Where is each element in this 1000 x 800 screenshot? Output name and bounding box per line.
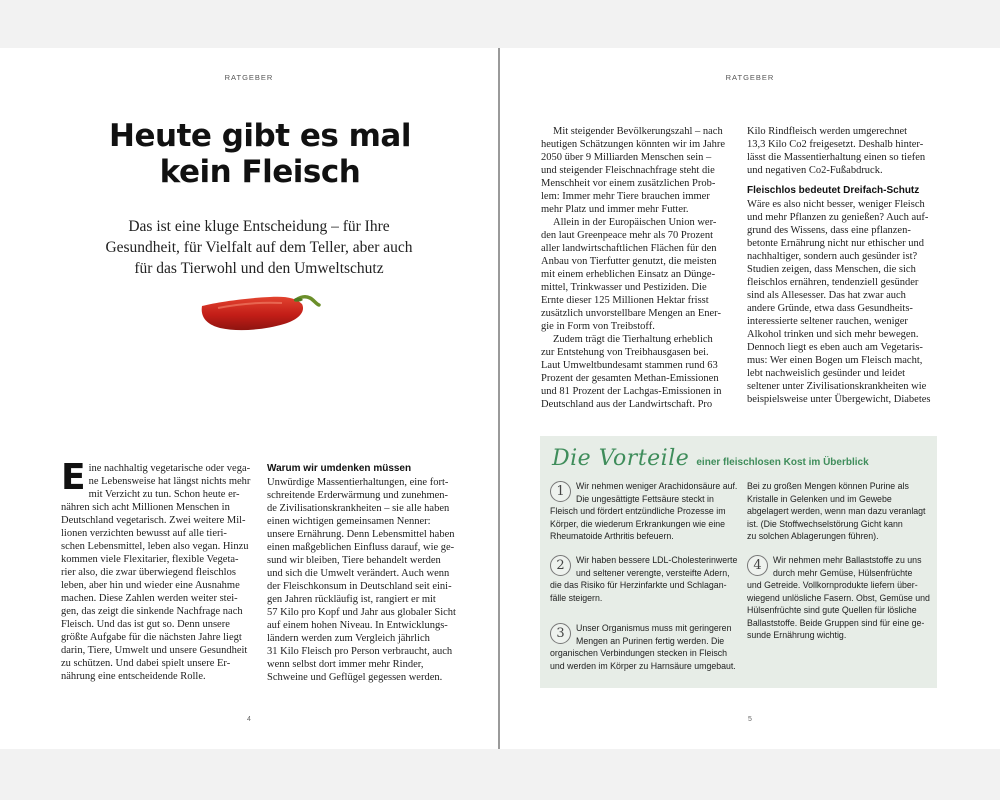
text-line: sunde Ernährung wichtig. [747, 630, 847, 640]
intro-column [61, 457, 253, 683]
text-line: Mengen an Purinen fertig werden. Die [576, 635, 725, 646]
paragraph [541, 125, 731, 216]
text-line: ne Lebensweise hat längst nichts mehr [88, 476, 251, 487]
text-line: die das Risiko für Herzinfarkte und Schlagan- [550, 580, 727, 590]
text-line: andere Gründe, etwa dass Gesundheits- [747, 303, 913, 314]
left-page [0, 48, 498, 749]
right-page [500, 48, 1000, 749]
text-line: mit Verzicht zu tun. Schon heute er- [88, 489, 240, 500]
text-line: Laut Umweltbundesamt stammen rund 63 [541, 360, 718, 371]
text-line: der Fleischkonsum in Deutschland seit eini- [267, 581, 452, 592]
text-line: Wir haben bessere LDL-Cholesterinwerte [576, 555, 738, 565]
text-line: Ballaststoffe. Beide Gruppen sind für eine ge- [747, 617, 925, 628]
text-line: rier also, die zwar überwiegend fleischlos [61, 567, 236, 578]
text-line: de Zivilisationskrankheiten – sie alle haben [267, 503, 450, 514]
text-line: zusätzlich unvorstellbare Mengen an Ener- [541, 308, 721, 319]
subheadline: Das ist eine kluge Entscheidung – für Ihre Gesundheit, für Vielfalt auf dem Teller, aber auch für das Tierwohl und den Umweltschutz [105, 218, 413, 277]
text-line: darin, Tiere, Umwelt und unsere Gesundheit [61, 645, 248, 656]
text-line: interessierte seltener rauchen, weniger [747, 316, 908, 327]
text-line: seltener unter Zivilisationskrankheiten wie [747, 381, 927, 392]
headline: Heute gibt es mal kein Fleisch [109, 118, 411, 190]
text-line: organischen Verbindungen stecken in Fleisch [550, 648, 728, 658]
text-line: beispielsweise unter Übergewicht, Diabetes [747, 394, 931, 405]
text-line: Alkohol trinken und sich mehr bewegen. [747, 329, 919, 340]
section-kicker: RATGEBER [224, 73, 274, 82]
protection-column [747, 125, 941, 406]
text-line: kommen viele Flexitarier, flexible Vegeta- [61, 554, 239, 565]
text-line: lebt nachweislich gesünder und leidet [747, 368, 906, 379]
text-line: Fleisch. Und das ist gut so. Denn unsere [61, 619, 230, 630]
text-line: Ernte dieser 125 Millionen Hektar frisst [541, 295, 709, 306]
page-number-left: 4 [247, 716, 251, 723]
text-line: Schweine und Geflügel gegessen werden. [267, 672, 443, 683]
text-line: zu schützen. Und dabei spielt unsere Er- [61, 658, 231, 669]
why-text [267, 476, 459, 684]
text-line: Die ungesättigte Fettsäure steckt in [576, 493, 714, 504]
text-line: und sich die Umwelt verändert. Auch wenn [267, 568, 450, 579]
benefit-3 [550, 622, 740, 672]
text-line: einen maßgeblichen Einfluss darauf, wie ge- [267, 542, 455, 553]
benefit-4 [747, 554, 932, 642]
text-line: Deutschland vegetarisch. Zwei weitere Mil- [61, 515, 246, 526]
text-line: Fleisch und fördert entzündliche Prozesse im [550, 506, 726, 516]
text-line: Deutschland aus der Landwirtschaft. Pro [541, 399, 713, 410]
text-line: betonte Ernährung nicht nur ethischer und [747, 238, 924, 249]
protection-text [747, 198, 941, 406]
text-line: und werden im Körper zu Harnsäure umgebaut. [550, 660, 736, 671]
text-line: 57 Kilo pro Kopf und Jahr aus globaler Sicht [267, 607, 456, 618]
text-line: ländern werden zum Vergleich jährlich [267, 633, 430, 644]
benefit-text [747, 480, 932, 543]
benefit-text [747, 554, 932, 642]
text-line: nachhaltiger, sondern auch gesünder ist? [747, 251, 918, 262]
text-line: Dennoch liegt es eben auch am Vegetaris- [747, 342, 923, 353]
benefits-box [540, 436, 937, 688]
benefits-title-rest: einer fleischlosen Kost im Überblick [696, 457, 869, 468]
text-line: und steigender Fleischnachfrage steht die [541, 165, 715, 176]
text-line: gen, das zeigt die sinkende Nachfrage nach [61, 606, 243, 617]
text-line: fälle steigern. [550, 592, 603, 603]
text-line: abgelagert werden, wenn man dazu veranlagt [747, 506, 926, 516]
text-line: Menschheit vor einem zusätzlichen Prob- [541, 178, 716, 189]
text-line: ist. (Die Stoffwechselstörung Gicht kann [747, 518, 903, 529]
text-line: 2050 über 9 Milliarden Menschen sein – [541, 152, 712, 163]
text-line: Mit steigender Bevölkerungszahl – nach [553, 126, 723, 137]
text-line: Wir nehmen mehr Ballaststoffe zu uns [773, 555, 922, 565]
benefits-title-script: Die Vorteile [552, 446, 690, 471]
text-line: Anbau von Tierfutter genutzt, die meisten [541, 256, 717, 267]
intro-text [61, 457, 253, 683]
text-line: grund des Wissens, dass eine pflanzen- [747, 225, 911, 236]
text-line: schen Lebensmittel, leben also vegan. Hinzu [61, 541, 249, 552]
paragraph [541, 216, 731, 333]
text-line: 31 Kilo Fleisch pro Person verbraucht, auch [267, 646, 453, 657]
text-line: Zudem trägt die Tierhaltung erheblich [553, 334, 713, 345]
number-circle-icon: 3 [550, 623, 571, 644]
text-line: Körper, die wiederum Erkrankungen wie eine [550, 518, 726, 529]
text-line: und mehr Pflanzen zu genießen? Auch auf- [747, 212, 929, 223]
text-line: schreitende Erderwärmung und zunehmen- [267, 490, 449, 501]
co2-text [747, 125, 941, 177]
text-line: unsere Ernährung. Denn Lebensmittel haben [267, 529, 455, 540]
text-line: mus: Wer einen Bogen um Fleisch macht, [747, 355, 923, 366]
text-line: Studien zeigen, dass Menschen, die sich [747, 264, 916, 275]
text-line: machen. Diese Zahlen werden weiter stei- [61, 593, 238, 604]
number-circle-icon: 2 [550, 555, 571, 576]
text-line: Kristalle in Gelenken und im Gewebe [747, 493, 892, 504]
text-line: sund wir bleiben, Tiere behandelt werden [267, 555, 441, 566]
text-line: nährung eine entscheidende Rolle. [61, 671, 206, 682]
text-line: Unser Organismus muss mit geringeren [576, 623, 732, 633]
text-line: Unwürdige Massentierhaltungen, eine fort- [267, 477, 449, 488]
text-line: Wäre es also nicht besser, weniger Fleisch [747, 199, 925, 210]
text-line: mit einem erheblichen Einsatz an Dünge- [541, 269, 716, 280]
text-line: gie in Form von Treibstoff. [541, 321, 655, 332]
text-line: Bei zu großen Mengen können Purine als [747, 481, 909, 491]
benefit-1-continued [747, 480, 932, 543]
text-line: und Getreide. Vollkornprodukte liefern über- [747, 580, 918, 590]
text-line: nähren sich acht Millionen Menschen in [61, 502, 230, 513]
text-line: Hülsenfrüchte sind gute Quellen für lösliche [747, 605, 917, 615]
benefit-2 [550, 554, 740, 604]
text-line: gen Jahren rückläufig ist, rangiert er mit [267, 594, 436, 605]
text-line: Wir nehmen weniger Arachidonsäure auf. [576, 481, 738, 491]
drop-cap: E [61, 457, 86, 498]
text-line: zu solchen Ablagerungen führen). [747, 531, 879, 541]
benefit-text [550, 480, 740, 543]
text-line: Rheumatoide Arthritis befeuern. [550, 531, 674, 541]
text-line: 13,3 Kilo Co2 freigesetzt. Deshalb hinter- [747, 139, 924, 150]
text-line: fleischlos ernähren, tendenziell gesünder [747, 277, 919, 288]
page-number-right: 5 [748, 716, 752, 723]
text-line: einen wichtigen gemeinsamen Nenner: [267, 516, 431, 527]
red-pepper-image [198, 288, 324, 336]
text-line: größte Aufgabe für die nächsten Jahre liegt [61, 632, 242, 643]
paragraph [541, 333, 731, 411]
section-kicker: RATGEBER [725, 73, 775, 82]
text-line: auf einem hohen Niveau. In Entwicklungs- [267, 620, 448, 631]
why-column [267, 462, 459, 684]
benefit-text [550, 554, 740, 604]
text-line: und seltener verengte, versteifte Adern, [576, 567, 730, 578]
section-heading-protection: Fleischlos bedeutet Dreifach-Schutz [747, 185, 920, 196]
benefits-title [552, 446, 869, 471]
section-heading-why: Warum wir umdenken müssen [267, 463, 412, 474]
text-line: lionen verzichten bewusst auf alle tieri- [61, 528, 227, 539]
benefit-1 [550, 480, 740, 543]
text-line: aller landwirtschaftlichen Flächen für den [541, 243, 717, 254]
text-line: durch mehr Gemüse, Hülsenfrüchte [773, 567, 913, 578]
text-line: ine nachhaltig vegetarische oder vega- [88, 463, 251, 474]
text-line: den laut Greenpeace mehr als 70 Prozent [541, 230, 714, 241]
text-line: lem: Immer mehr Tiere brauchen immer [541, 191, 710, 202]
text-line: wiegend unlösliche Fasern. Obst, Gemüse und [747, 592, 930, 603]
text-line: mittel, Trinkwasser und Pestiziden. Die [541, 282, 707, 293]
text-line: sind als Allesesser. Das hat zwar auch [747, 290, 906, 301]
text-line: und negativen Co2-Fußabdruck. [747, 165, 883, 176]
text-line: Allein in der Europäischen Union wer- [553, 217, 717, 228]
text-line: heutigen Schätzungen könnten wir im Jahre [541, 139, 725, 150]
benefit-text [550, 622, 740, 672]
text-line: und 81 Prozent der Lachgas-Emissionen in [541, 386, 722, 397]
number-circle-icon: 1 [550, 481, 571, 502]
population-column [541, 125, 731, 411]
number-circle-icon: 4 [747, 555, 768, 576]
text-line: Kilo Rindfleisch werden umgerechnet [747, 126, 908, 137]
text-line: zur Entstehung von Treibhausgasen bei. [541, 347, 709, 358]
text-line: Prozent der gesamten Methan-Emissionen [541, 373, 719, 384]
text-line: leben, aber hin und wieder eine Ausnahme [61, 580, 240, 591]
text-line: mehr Platz und immer mehr Futter. [541, 204, 689, 215]
text-line: lässt die Massentierhaltung einen so tiefen [747, 152, 926, 163]
text-line: wenn selbst dort immer mehr Rinder, [267, 659, 424, 670]
